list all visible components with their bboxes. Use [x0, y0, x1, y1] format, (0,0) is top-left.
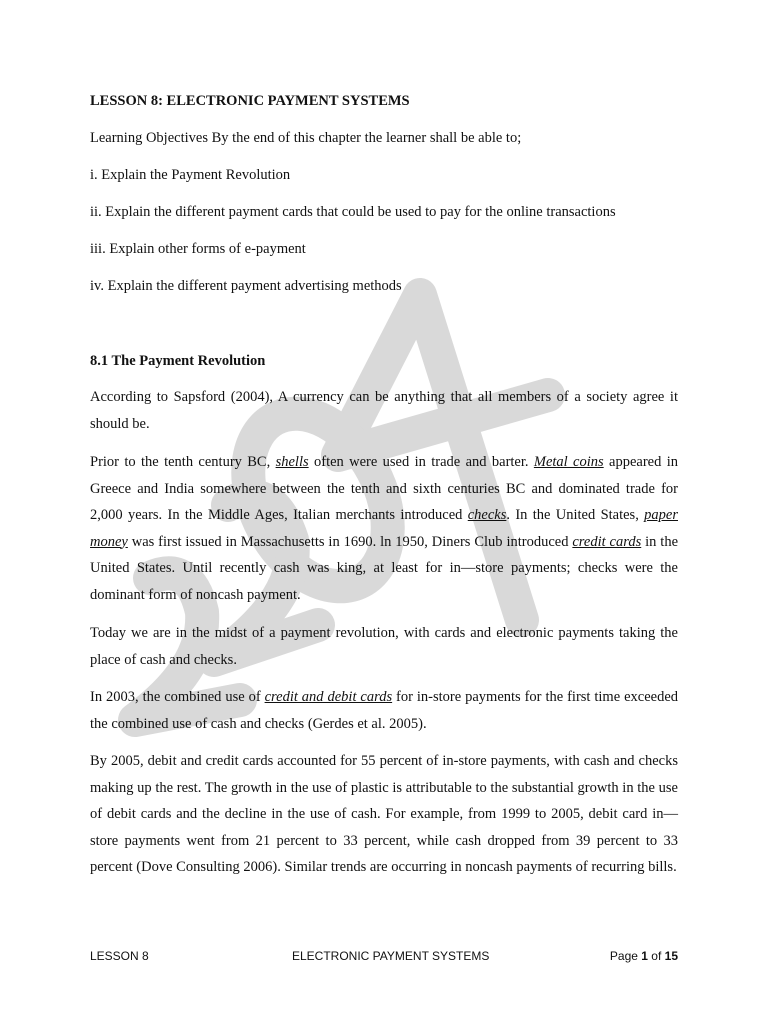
objectives-intro: Learning Objectives By the end of this chapter the learner shall be able to;: [90, 130, 522, 146]
term-shells: shells: [275, 454, 309, 470]
term-paper-money: paper money: [90, 507, 678, 550]
page-title: LESSON 8: ELECTRONIC PAYMENT SYSTEMS: [90, 93, 410, 109]
objective-item: ii. Explain the different payment cards that could be used to pay for the online transactions: [90, 204, 616, 220]
term-credit-cards: credit cards: [572, 533, 642, 550]
paragraph-history: Prior to the tenth century BC, shells often were used in trade and barter. Metal coins appeared in Greece and India somewhere between the tenth and sixth centuries BC and dominated trade for 2,000 years. In the Middle Ages, Italian merchants introduced checks. In the United States, paper money was first issued in Massachusetts in 1690. ln 1950, Diners Club introduced credit cards in the United States. Until recently cash was king, at least for in—store payments; checks were the dominant form of noncash payment.: [90, 454, 679, 603]
paragraph-currency: According to Sapsford (2004), A currency can be anything that all members of a society agree it should be.: [90, 389, 678, 432]
section-heading: 8.1 The Payment Revolution: [90, 353, 266, 369]
objective-item: iii. Explain other forms of e-payment: [90, 241, 306, 257]
footer-title: ELECTRONIC PAYMENT SYSTEMS: [292, 949, 490, 963]
term-metal-coins: Metal coins: [533, 454, 604, 470]
page-footer: [90, 949, 678, 967]
footer-lesson: LESSON 8: [90, 949, 149, 963]
paragraph-2005: By 2005, debit and credit cards accounted for 55 percent of in-store payments, with cash and checks making up the rest. The growth in the use of plastic is attributable to the substantial growth in the use of debit cards and the decline in the use of cash. For example, from 1999 to 2005, debit card in—store payments went from 21 percent to 33 percent, while cash dropped from 39 percent to 33 percent (Dove Consulting 2006). Similar trends are occurring in noncash payments of recurring bills.: [90, 753, 678, 875]
paragraph-2003: In 2003, the combined use of credit and debit cards for in-store payments for the first time exceeded the combined use of cash and checks (Gerdes et al. 2005).: [90, 689, 679, 732]
paragraph-revolution: Today we are in the midst of a payment revolution, with cards and electronic payments taking the place of cash and checks.: [90, 625, 678, 668]
objective-item: i. Explain the Payment Revolution: [90, 167, 291, 183]
term-credit-debit-cards: credit and debit cards: [264, 689, 393, 705]
term-checks: checks: [467, 507, 507, 523]
footer-page-number: Page 1 of 15: [609, 949, 678, 963]
objective-item: iv. Explain the different payment advertising methods: [90, 278, 402, 294]
